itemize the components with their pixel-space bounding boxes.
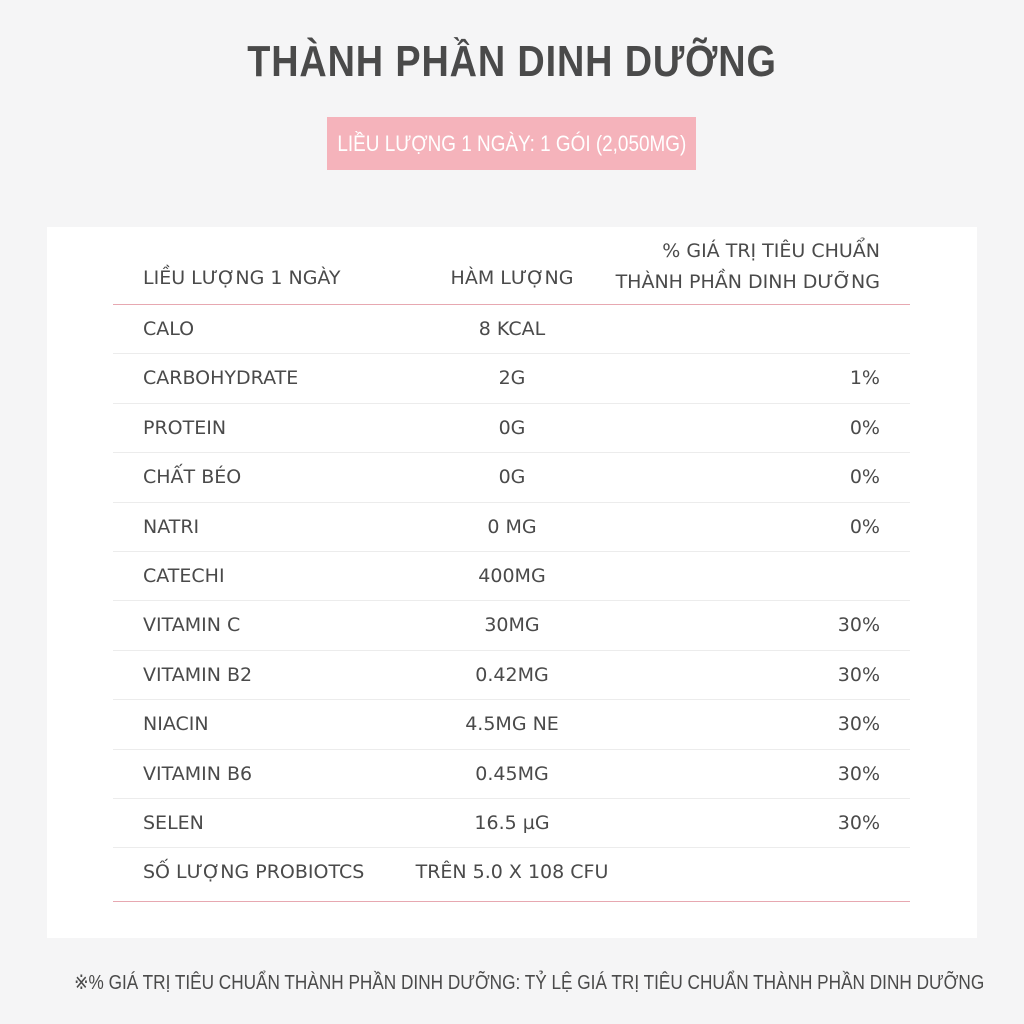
nutrient-percent: 1% [849,367,880,390]
table-row [113,848,910,902]
page-title: THÀNH PHẦN DINH DƯỠNG [247,37,777,86]
header-pct-line-2: THÀNH PHẦN DINH DƯỠNG [615,271,880,293]
header-pct-line-1: % GIÁ TRỊ TIÊU CHUẨN [662,240,880,262]
nutrient-amount: 0.45MG [475,762,549,785]
nutrient-amount: 30MG [484,614,540,637]
table-row [113,503,910,552]
table-header [113,227,910,305]
nutrient-amount: 8 KCAL [478,318,546,340]
table-row [113,305,910,354]
nutrient-amount: 2G [498,367,526,390]
footnote [0,970,1024,995]
nutrient-percent: 30% [837,614,880,637]
nutrient-name: SỐ LƯỢNG PROBIOTCS [143,861,365,884]
table-row [113,750,910,799]
nutrient-name: VITAMIN B6 [143,762,253,785]
nutrient-name: VITAMIN C [143,614,241,637]
nutrient-amount: TRÊN 5.0 X 108 CFU [415,861,609,884]
table-row [113,354,910,403]
header-percent-daily-value [616,236,880,298]
header-amount: HÀM LƯỢNG [450,267,574,289]
table-row [113,453,910,502]
nutrient-amount: 16.5 µG [474,811,550,834]
nutrient-percent: 0% [849,416,880,439]
nutrient-name: VITAMIN B2 [143,663,253,686]
nutrient-name: CARBOHYDRATE [143,367,299,390]
nutrition-table [113,227,910,902]
table-row [113,799,910,848]
daily-dose-text: LIỀU LƯỢNG 1 NGÀY: 1 GÓI (2,050MG) [337,130,686,156]
table-row [113,404,910,453]
nutrient-name: CALO [143,318,195,340]
table-body [113,305,910,902]
header-daily-dose: LIỀU LƯỢNG 1 NGÀY [143,267,341,289]
table-row [113,651,910,700]
nutrient-percent: 30% [837,762,880,785]
footnote-text: ※% GIÁ TRỊ TIÊU CHUẨN THÀNH PHẦN DINH DƯỠNG: TỶ LỆ GIÁ TRỊ TIÊU CHUẨN THÀNH PHẦN DINH DƯỠNG [74,972,985,994]
nutrient-name: PROTEIN [143,416,227,439]
table-row [113,601,910,650]
nutrient-percent: 0% [849,466,880,489]
nutrient-name: NATRI [143,515,200,538]
table-row [113,552,910,601]
nutrient-percent: 30% [837,811,880,834]
daily-dose-badge [327,117,696,170]
table-row [113,700,910,749]
nutrient-name: SELEN [143,811,204,834]
nutrient-name: CHẤT BÉO [143,466,242,489]
nutrient-name: CATECHI [143,564,225,587]
nutrient-amount: 0G [498,466,526,489]
nutrient-percent: 0% [849,515,880,538]
nutrient-amount: 400MG [478,564,546,587]
nutrient-percent: 30% [837,713,880,736]
nutrient-amount: 0G [498,416,526,439]
nutrition-card [47,227,977,938]
nutrient-name: NIACIN [143,713,209,736]
nutrient-amount: 0 MG [487,515,537,538]
nutrient-percent: 30% [837,663,880,686]
nutrient-amount: 0.42MG [475,663,549,686]
nutrient-amount: 4.5MG NE [465,713,559,736]
